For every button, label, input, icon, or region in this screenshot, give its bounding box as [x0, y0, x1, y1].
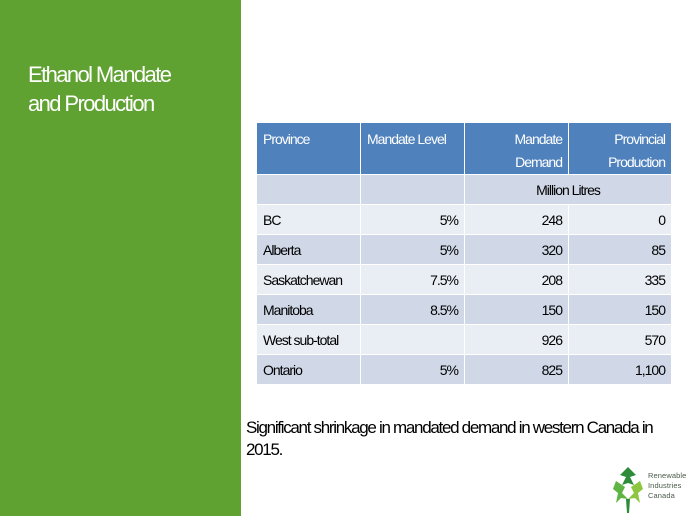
- production-cell: 335: [569, 265, 672, 295]
- logo-text-line-1: Renewable: [648, 471, 687, 480]
- units-empty-cell: [361, 175, 465, 205]
- table-row: [257, 235, 672, 265]
- mandate-level-cell: [361, 325, 465, 355]
- summary-note: Significant shrinkage in mandated demand in western Canada in 2015.: [246, 418, 653, 459]
- logo-text-line-3: Canada: [648, 491, 675, 500]
- mandate-level-cell: 5%: [361, 205, 465, 235]
- province-cell: Ontario: [257, 355, 361, 385]
- slide-title: [28, 60, 233, 118]
- units-row: [257, 175, 672, 205]
- mandate-level-cell: 5%: [361, 235, 465, 265]
- mandate-demand-cell: 208: [465, 265, 569, 295]
- production-cell: 1,100: [569, 355, 672, 385]
- logo-wordmark: [648, 471, 688, 501]
- header-provincial-production: Provincial Production: [569, 123, 672, 175]
- slide-title-line-1: Ethanol Mandate: [28, 62, 171, 87]
- table-row: [257, 265, 672, 295]
- mandate-level-cell: 5%: [361, 355, 465, 385]
- units-empty-cell: [257, 175, 361, 205]
- table-header-row: [257, 123, 672, 175]
- mandate-demand-cell: 825: [465, 355, 569, 385]
- table-row: [257, 295, 672, 325]
- logo-text-line-2: Industries: [648, 481, 682, 490]
- header-mandate-demand: Mandate Demand: [465, 123, 569, 175]
- mandate-demand-cell: 150: [465, 295, 569, 325]
- province-cell: Manitoba: [257, 295, 361, 325]
- mandate-level-cell: 7.5%: [361, 265, 465, 295]
- mandate-demand-cell: 926: [465, 325, 569, 355]
- production-cell: 570: [569, 325, 672, 355]
- production-cell: 85: [569, 235, 672, 265]
- company-logo: [612, 465, 688, 515]
- units-label: Million Litres: [465, 175, 672, 205]
- header-province: Province: [257, 123, 361, 175]
- province-cell: West sub-total: [257, 325, 361, 355]
- maple-leaf-icon: [612, 465, 646, 515]
- ethanol-table: [256, 122, 672, 385]
- sidebar-panel: [0, 0, 241, 516]
- table-row: [257, 355, 672, 385]
- table-row: [257, 205, 672, 235]
- mandate-demand-cell: 248: [465, 205, 569, 235]
- province-cell: BC: [257, 205, 361, 235]
- header-mandate-level: Mandate Level: [361, 123, 465, 175]
- mandate-demand-cell: 320: [465, 235, 569, 265]
- production-cell: 0: [569, 205, 672, 235]
- province-cell: Saskatchewan: [257, 265, 361, 295]
- table-row: [257, 325, 672, 355]
- slide-title-line-2: and Production: [28, 91, 154, 116]
- mandate-level-cell: 8.5%: [361, 295, 465, 325]
- production-cell: 150: [569, 295, 672, 325]
- province-cell: Alberta: [257, 235, 361, 265]
